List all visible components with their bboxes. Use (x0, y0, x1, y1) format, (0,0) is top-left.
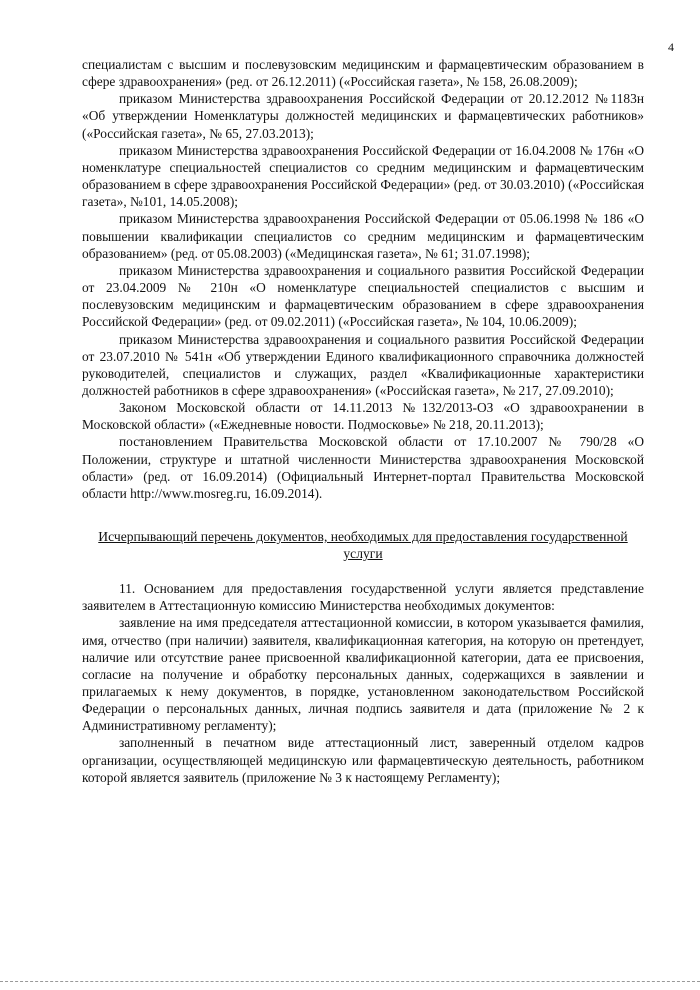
paragraph-item-11: 11. Основанием для предоставления государственной услуги является представление заявителем в Аттестационную комиссию Министерства необходимых документов: (82, 581, 644, 614)
paragraph-order-176n: приказом Министерства здравоохранения Российской Федерации от 16.04.2008 № 176н «О номенклатуре специальностей специалистов со средним медицинским и фармацевтическим образованием в сфере здравоохранения Российской Федерации» (ред. от 30.03.2010) («Российская газета», №101, 14.05.2008); (82, 142, 644, 210)
scan-bottom-edge (0, 981, 700, 982)
section-heading: Исчерпывающий перечень документов, необходимых для предоставления государственной услуги (98, 529, 628, 562)
paragraph-continuation: специалистам с высшим и послевузовским медицинским и фармацевтическим образованием в сфере здравоохранения» (ред. от 26.12.2011) («Российская газета», № 158, 26.08.2009); (82, 57, 644, 90)
paragraph-application: заявление на имя председателя аттестационной комиссии, в котором указывается фамилия, имя, отчество (при наличии) заявителя, квалификационная категория, на которую он претендует, наличие или отсутствие ранее присвоенной квалификационной категории, дата ее присвоения, согласие на получение и обработку персональных данных, содержащихся в заявлении и прилагаемых к нему документов, в порядке, установленном законодательством Российской Федерации о персональных данных, личная подпись заявителя и дата (приложение № 2 к Административному регламенту); (82, 615, 644, 734)
paragraph-order-1183n: приказом Министерства здравоохранения Российской Федерации от 20.12.2012 №1183н «Об утверждении Номенклатуры должностей медицинских и фармацевтических работников» («Российская газета», № 65, 27.03.2013); (82, 91, 644, 141)
paragraph-order-541n: приказом Министерства здравоохранения и социального развития Российской Федерации от 23.07.2010 № 541н «Об утверждении Единого квалификационного справочника должностей руководителей, специалистов и служащих, раздел «Квалификационные характеристики должностей работников в сфере здравоохранения» («Российская газета», № 217, 27.09.2010); (82, 331, 644, 398)
page-number: 4 (668, 40, 674, 54)
paragraph-order-186: приказом Министерства здравоохранения Российской Федерации от 05.06.1998 № 186 «О повышении квалификации специалистов со средним медицинским и фармацевтическим образованием» (ред. от 05.08.2003) («Медицинская газета», № 61; 31.07.1998); (82, 211, 644, 261)
paragraph-attestation-sheet: заполненный в печатном виде аттестационный лист, заверенный отделом кадров организации, осуществляющей медицинскую или фармацевтическую деятельность, работником которой является заявитель (приложение № 3 к настоящему Регламенту); (82, 735, 644, 785)
document-body (82, 56, 644, 786)
paragraph-order-210n: приказом Министерства здравоохранения и социального развития Российской Федерации от 23.04.2009 № 210н «О номенклатуре специальностей специалистов с высшим и послевузовским медицинским и фармацевтическим образованием в сфере здравоохранения Российской Федерации» (ред. от 09.02.2011) («Российская газета», № 104, 10.06.2009); (82, 262, 644, 330)
paragraph-resolution-790: постановлением Правительства Московской области от 17.10.2007 № 790/28 «О Положении, структуре и штатной численности Министерства здравоохранения Московской области» (ред. от 16.09.2014) (Официальный Интернет-портал Правительства Московской области http://www.mosreg.ru, 16.09.2014). (82, 434, 644, 501)
paragraph-law-132: Законом Московской области от 14.11.2013 №132/2013-ОЗ «О здравоохранении в Московской области» («Ежедневные новости. Подмосковье» № 218, 20.11.2013); (82, 400, 644, 433)
